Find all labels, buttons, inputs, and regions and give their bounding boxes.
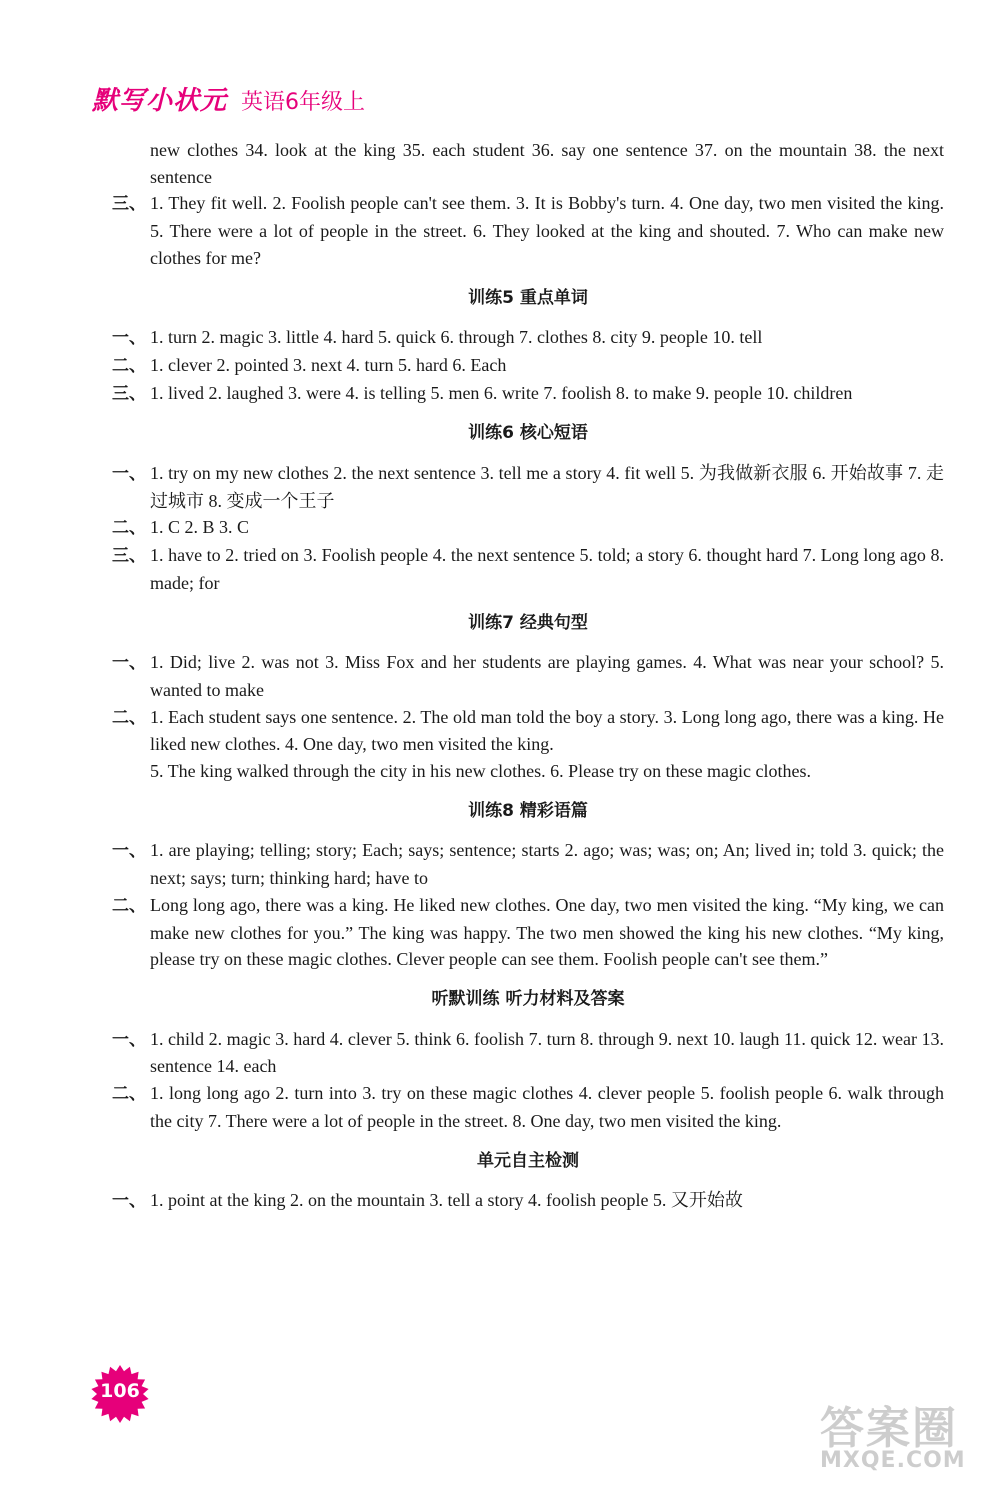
item-marker: 一、	[112, 464, 146, 485]
answer-item	[112, 460, 944, 514]
item-text: 1. turn 2. magic 3. little 4. hard 5. quick 6. through 7. clothes 8. city 9. people 10. tell	[150, 327, 763, 348]
answer-item	[112, 892, 944, 973]
page-number-badge	[90, 1364, 150, 1424]
item-text: 1. C 2. B 3. C	[150, 517, 250, 538]
item-text: 1. try on my new clothes 2. the next sentence 3. tell me a story 4. fit well 5. 为我做新衣服 6. 开始故事 7. 走过城市 8. 变成一个王子	[150, 463, 944, 511]
item-text: 1. long long ago 2. turn into 3. try on these magic clothes 4. clever people 5. foolish people 6. walk through the city 7. There were a lot of people in the street. 8. One day, two men visited the king.	[150, 1083, 944, 1131]
item-marker: 一、	[112, 841, 146, 862]
answer-item	[112, 1080, 944, 1134]
answer-continuation: 5. The king walked through the city in his new clothes. 6. Please try on these magic clothes.	[150, 761, 812, 782]
item-marker: 一、	[112, 653, 146, 674]
item-marker: 三、	[112, 383, 146, 404]
item-text: 1. clever 2. pointed 3. next 4. turn 5. hard 6. Each	[150, 354, 507, 375]
watermark-logo: 答案圈	[820, 1403, 958, 1454]
answer-continuation: new clothes 34. look at the king 35. each student 36. say one sentence 37. on the mountain 38. the next sentence	[150, 140, 944, 187]
item-text: 1. Did; live 2. was not 3. Miss Fox and her students are playing games. 4. What was near your school? 5. wanted to make	[150, 652, 944, 700]
book-subtitle: 英语6年级上	[241, 90, 366, 115]
answer-item	[112, 352, 944, 380]
item-text: 1. have to 2. tried on 3. Foolish people 4. the next sentence 5. told; a story 6. thought hard 7. Long long ago 8. made; for	[150, 545, 944, 593]
item-text: 1. point at the king 2. on the mountain 3. tell a story 4. foolish people 5. 又开始故	[150, 1190, 743, 1211]
answer-item	[112, 1026, 944, 1080]
item-marker: 二、	[112, 518, 146, 539]
section-heading: 训练6 核心短语	[468, 423, 588, 444]
item-marker: 三、	[112, 546, 146, 567]
page-header	[92, 80, 365, 117]
item-marker: 三、	[112, 194, 146, 215]
section-heading: 听默训练 听力材料及答案	[431, 988, 625, 1009]
watermark-url: MXQE.COM	[820, 1448, 966, 1473]
item-text: 1. Each student says one sentence. 2. The old man told the boy a story. 3. Long long ago, there was a king. He liked new clothes. 4. One day, two men visited the king.	[150, 706, 944, 755]
answer-item	[112, 542, 944, 596]
answer-item	[112, 649, 944, 703]
answer-item	[112, 324, 944, 352]
page-number: 106	[100, 1380, 140, 1402]
answer-item	[112, 837, 944, 891]
answer-item	[112, 190, 944, 271]
item-marker: 一、	[112, 328, 146, 349]
answer-content	[112, 137, 944, 1215]
section-heading: 训练5 重点单词	[468, 287, 588, 308]
answer-item	[112, 1187, 944, 1215]
item-marker: 二、	[112, 707, 146, 728]
answer-item	[112, 704, 944, 758]
item-marker: 二、	[112, 1084, 146, 1105]
item-marker: 二、	[112, 355, 146, 376]
item-text: 1. child 2. magic 3. hard 4. clever 5. think 6. foolish 7. turn 8. through 9. next 10. laugh 11. quick 12. wear 13. sentence 14. each	[150, 1028, 944, 1077]
item-text: 1. lived 2. laughed 3. were 4. is telling 5. men 6. write 7. foolish 8. to make 9. people 10. children	[150, 382, 853, 403]
section-heading: 训练8 精彩语篇	[468, 800, 588, 821]
item-marker: 一、	[112, 1191, 146, 1212]
item-marker: 一、	[112, 1029, 146, 1050]
item-text: 1. They fit well. 2. Foolish people can't see them. 3. It is Bobby's turn. 4. One day, two men visited the king. 5. There were a lot of people in the street. 6. They looked at the king and shouted. 7. Who can make new clothes for me?	[150, 193, 944, 268]
section-heading: 训练7 经典句型	[468, 612, 588, 633]
answer-item	[112, 514, 944, 542]
answer-item	[112, 380, 944, 408]
section-heading: 单元自主检测	[477, 1150, 579, 1171]
item-marker: 二、	[112, 895, 146, 916]
item-text: 1. are playing; telling; story; Each; says; sentence; starts 2. ago; was; was; on; An; lived in; told 3. quick; the next; says; turn; thinking hard; have to	[150, 840, 944, 889]
watermark	[820, 1392, 990, 1482]
book-brand: 默写小状元	[92, 86, 228, 116]
item-text: Long long ago, there was a king. He liked new clothes. One day, two men visited the king. “My king, we can make new clothes for you.” The king was happy. The two men showed the king his new clothes. “My king, please try on these magic clothes. Clever people can see them. Foolish people can't see them.”	[150, 894, 944, 970]
